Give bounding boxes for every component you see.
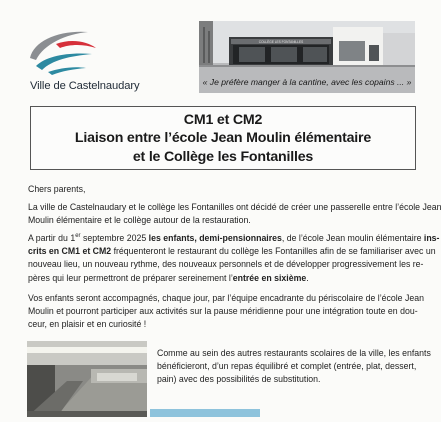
paragraph-1-line-1: La ville de Castelnaudary et le collège les Fontanilles ont décidé de créer une passerelle entre l’école Jean: [28, 202, 441, 212]
cafeteria-photo: [27, 341, 147, 417]
paragraph-3-line-2: Moulin et pourront participer aux activités sur la pause méridienne pour une intégration toute en dou-: [28, 306, 418, 317]
p2-text: pères qui leur permettront de préparer sereinement l’: [28, 272, 233, 283]
city-name: Ville de Castelnaudary: [30, 80, 140, 92]
title-line-2: Liaison entre l’école Jean Moulin élémentaire: [74, 130, 372, 147]
city-logo-icon: [26, 26, 106, 78]
paragraph-2-line-3: nouveau lieu, un nouveau rythme, des nouveaux personnels et de développer progressivement les re-: [28, 259, 424, 270]
cafeteria-image: [27, 341, 147, 417]
paragraph-1-line-2: Moulin élémentaire et le collège autour de la restauration.: [28, 215, 251, 226]
greeting-text: Chers parents,: [28, 184, 86, 194]
greeting: [28, 183, 420, 196]
paragraph-2: [28, 232, 440, 285]
p2-bold-text: entrée en sixième: [232, 272, 307, 283]
p2-bold-text: les enfants, demi-pensionnaires: [148, 233, 282, 243]
paragraph-2-line-1: [28, 232, 440, 245]
photo-caption: « Je préfère manger à la cantine, avec les copains ... »: [202, 77, 412, 87]
title-box: [30, 106, 416, 170]
cafeteria-line-3: pain) avec des possibilités de substitution.: [157, 373, 321, 384]
paragraph-3: [28, 292, 424, 332]
paragraph-3-line-1: Vos enfants seront accompagnés, chaque jour, par l’équipe encadrante du périscolaire de l’école Jean: [28, 293, 424, 303]
p2-text: septembre 2025: [80, 233, 149, 243]
decorative-band: [150, 409, 260, 417]
title-line-1: CM1 et CM2: [183, 112, 263, 128]
p2-text: fréquenteront le restaurant du collège les Fontanilles afin de se familiariser avec un: [111, 246, 436, 257]
title-line-3: et le Collège les Fontanilles: [132, 148, 314, 165]
p2-superscript: er: [75, 233, 81, 240]
p2-text: .: [306, 272, 309, 283]
cafeteria-line-2: bénéficieront, d’un repas équilibré et complet (entrée, plat, dessert,: [157, 360, 417, 371]
cafeteria-paragraph: [157, 347, 431, 385]
paragraph-1: [28, 201, 441, 227]
cafeteria-line-1: Comme au sein des autres restaurants scolaires de la ville, les enfants: [157, 348, 431, 358]
p2-bold-text: crits en CM1 et CM2: [28, 246, 112, 257]
p2-text: , de l’école Jean moulin élémentaire: [281, 233, 424, 243]
p2-text: A partir du 1: [28, 233, 76, 243]
building-sign: COLLÈGE LES FONTANILLES: [258, 40, 304, 44]
p2-bold-text: ins-: [423, 233, 440, 243]
paragraph-3-line-3: ceur, en plaisir et en curiosité !: [28, 319, 147, 330]
paragraph-2-line-2: [28, 245, 436, 258]
paragraph-2-line-4: [28, 272, 420, 285]
